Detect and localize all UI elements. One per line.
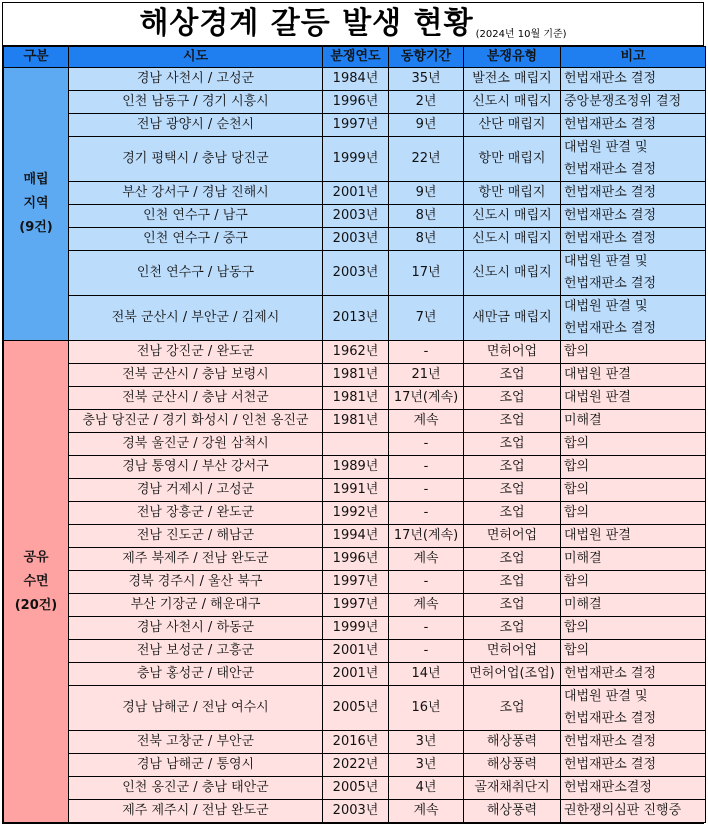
- note-line: 미해결: [564, 413, 602, 428]
- type-cell: 조업: [464, 433, 561, 456]
- table-row: [4, 525, 706, 548]
- year-cell: 2022년: [323, 754, 389, 777]
- table-row: [4, 502, 706, 525]
- type-cell: 조업: [464, 456, 561, 479]
- category-label-line: 지역: [23, 196, 49, 211]
- year-cell: 1997년: [323, 594, 389, 617]
- note-line: 합의: [564, 643, 590, 658]
- table-row: [4, 479, 706, 502]
- note-cell: [561, 525, 706, 548]
- note-line: 대법원 판결: [564, 528, 631, 543]
- period-cell: 9년: [389, 114, 464, 137]
- year-cell: 2013년: [323, 296, 389, 341]
- column-header-note: 비고: [561, 47, 706, 68]
- year-cell: 1984년: [323, 68, 389, 91]
- type-cell: 조업: [464, 548, 561, 571]
- year-cell: 2003년: [323, 251, 389, 296]
- year-cell: 1997년: [323, 114, 389, 137]
- year-cell: 2001년: [323, 182, 389, 205]
- type-cell: 면허어업(조업): [464, 663, 561, 686]
- period-cell: -: [389, 456, 464, 479]
- region-cell: 전남 광양시 / 순천시: [69, 114, 323, 137]
- note-cell: [561, 114, 706, 137]
- year-cell: 1989년: [323, 456, 389, 479]
- type-cell: 항만 매립지: [464, 182, 561, 205]
- note-cell: [561, 663, 706, 686]
- note-cell: [561, 800, 706, 823]
- note-cell: [561, 205, 706, 228]
- note-line: 합의: [564, 436, 590, 451]
- year-cell: 1992년: [323, 502, 389, 525]
- region-cell: 전북 군산시 / 충남 서천군: [69, 387, 323, 410]
- region-cell: 인천 연수구 / 남구: [69, 205, 323, 228]
- conflict-table: [3, 46, 706, 823]
- category-label-line: (20건): [14, 597, 58, 613]
- year-cell: 2003년: [323, 205, 389, 228]
- type-cell: 해상풍력: [464, 731, 561, 754]
- note-line: 헌법재판소 결정: [564, 71, 657, 86]
- table-row: [4, 114, 706, 137]
- note-line: 대법원 판결 및: [564, 299, 648, 314]
- type-cell: 조업: [464, 594, 561, 617]
- table-row: [4, 228, 706, 251]
- table-row: [4, 548, 706, 571]
- type-cell: 신도시 매립지: [464, 228, 561, 251]
- table-row: [4, 456, 706, 479]
- note-line: 헌법재판소 결정: [564, 276, 657, 291]
- note-cell: [561, 91, 706, 114]
- type-cell: 조업: [464, 410, 561, 433]
- category-label-line: (9건): [19, 220, 53, 235]
- note-line: 대법원 판결: [564, 390, 631, 405]
- page-title: 해상경계 갈등 발생 현황: [139, 6, 474, 41]
- table-row: [4, 731, 706, 754]
- period-cell: -: [389, 640, 464, 663]
- region-cell: 경남 거제시 / 고성군: [69, 479, 323, 502]
- note-line: 헌법재판소결정: [564, 780, 652, 795]
- type-cell: 조업: [464, 364, 561, 387]
- type-cell: 항만 매립지: [464, 137, 561, 182]
- type-cell: 조업: [464, 571, 561, 594]
- table-row: [4, 433, 706, 456]
- note-line: 합의: [564, 505, 590, 520]
- period-cell: 14년: [389, 663, 464, 686]
- note-cell: [561, 571, 706, 594]
- period-cell: -: [389, 571, 464, 594]
- type-cell: 해상풍력: [464, 754, 561, 777]
- table-row: [4, 182, 706, 205]
- period-cell: 17년(계속): [389, 387, 464, 410]
- type-cell: 발전소 매립지: [464, 68, 561, 91]
- note-line: 합의: [564, 482, 590, 497]
- table-row: [4, 800, 706, 823]
- table-row: [4, 68, 706, 91]
- note-cell: [561, 594, 706, 617]
- category-cell-shared: [4, 341, 69, 823]
- header-row: [4, 47, 706, 68]
- period-cell: 22년: [389, 137, 464, 182]
- year-cell: 1994년: [323, 525, 389, 548]
- year-cell: 1999년: [323, 137, 389, 182]
- region-cell: 경남 사천시 / 고성군: [69, 68, 323, 91]
- note-cell: [561, 296, 706, 341]
- year-cell: 1997년: [323, 571, 389, 594]
- year-cell: 1962년: [323, 341, 389, 364]
- period-cell: 3년: [389, 731, 464, 754]
- period-cell: 17년(계속): [389, 525, 464, 548]
- note-line: 헌법재판소 결정: [564, 231, 657, 246]
- type-cell: 조업: [464, 686, 561, 731]
- note-cell: [561, 433, 706, 456]
- table-row: [4, 91, 706, 114]
- type-cell: 면허어업: [464, 640, 561, 663]
- note-cell: [561, 68, 706, 91]
- note-cell: [561, 548, 706, 571]
- table-row: [4, 137, 706, 182]
- region-cell: 충남 당진군 / 경기 화성시 / 인천 옹진군: [69, 410, 323, 433]
- table-row: [4, 205, 706, 228]
- year-cell: 1981년: [323, 364, 389, 387]
- note-line: 헌법재판소 결정: [564, 757, 657, 772]
- year-cell: 2005년: [323, 686, 389, 731]
- region-cell: 전북 군산시 / 부안군 / 김제시: [69, 296, 323, 341]
- note-line: 합의: [564, 574, 590, 589]
- note-cell: [561, 228, 706, 251]
- region-cell: 경북 울진군 / 강원 삼척시: [69, 433, 323, 456]
- note-cell: [561, 251, 706, 296]
- period-cell: 17년: [389, 251, 464, 296]
- type-cell: 신도시 매립지: [464, 251, 561, 296]
- type-cell: 면허어업: [464, 341, 561, 364]
- note-line: 합의: [564, 620, 590, 635]
- region-cell: 부산 강서구 / 경남 진해시: [69, 182, 323, 205]
- year-cell: 2003년: [323, 228, 389, 251]
- category-label-line: 수면: [23, 573, 49, 589]
- table-row: [4, 777, 706, 800]
- period-cell: -: [389, 433, 464, 456]
- note-cell: [561, 617, 706, 640]
- year-cell: 2016년: [323, 731, 389, 754]
- note-line: 헌법재판소 결정: [564, 208, 657, 223]
- type-cell: 새만금 매립지: [464, 296, 561, 341]
- region-cell: 전남 장흥군 / 완도군: [69, 502, 323, 525]
- category-label-line: 매립: [23, 172, 49, 187]
- period-cell: 계속: [389, 410, 464, 433]
- note-line: 합의: [564, 344, 590, 359]
- note-line: 헌법재판소 결정: [564, 185, 657, 200]
- table-row: [4, 296, 706, 341]
- title-row: [3, 3, 703, 46]
- note-cell: [561, 777, 706, 800]
- region-cell: 인천 연수구 / 중구: [69, 228, 323, 251]
- table-row: [4, 640, 706, 663]
- type-cell: 신도시 매립지: [464, 205, 561, 228]
- note-line: 대법원 판결 및: [564, 689, 648, 704]
- note-cell: [561, 686, 706, 731]
- year-cell: 2003년: [323, 800, 389, 823]
- type-cell: 산단 매립지: [464, 114, 561, 137]
- type-cell: 조업: [464, 479, 561, 502]
- note-cell: [561, 137, 706, 182]
- region-cell: 제주 제주시 / 전남 완도군: [69, 800, 323, 823]
- table-row: [4, 663, 706, 686]
- note-line: 중앙분쟁조정위 결정: [564, 94, 682, 109]
- region-cell: 전북 고창군 / 부안군: [69, 731, 323, 754]
- note-line: 헌법재판소 결정: [564, 117, 657, 132]
- year-cell: [323, 433, 389, 456]
- note-line: 헌법재판소 결정: [564, 734, 657, 749]
- region-cell: 경남 통영시 / 부산 강서구: [69, 456, 323, 479]
- type-cell: 조업: [464, 387, 561, 410]
- note-line: 권한쟁의심판 진행중: [564, 803, 682, 818]
- type-cell: 골재채취단지: [464, 777, 561, 800]
- region-cell: 인천 옹진군 / 충남 태안군: [69, 777, 323, 800]
- note-line: 헌법재판소 결정: [564, 711, 657, 726]
- region-cell: 경북 경주시 / 울산 북구: [69, 571, 323, 594]
- conflict-status-sheet: [2, 2, 704, 824]
- type-cell: 신도시 매립지: [464, 91, 561, 114]
- period-cell: 계속: [389, 548, 464, 571]
- column-header-category: 구분: [4, 47, 69, 68]
- note-cell: [561, 341, 706, 364]
- table-row: [4, 251, 706, 296]
- period-cell: 16년: [389, 686, 464, 731]
- category-label-line: 공유: [23, 549, 49, 565]
- year-cell: 2001년: [323, 663, 389, 686]
- type-cell: 면허어업: [464, 525, 561, 548]
- note-cell: [561, 640, 706, 663]
- note-cell: [561, 364, 706, 387]
- period-cell: -: [389, 617, 464, 640]
- year-cell: 1981년: [323, 410, 389, 433]
- period-cell: 35년: [389, 68, 464, 91]
- period-cell: 4년: [389, 777, 464, 800]
- note-cell: [561, 387, 706, 410]
- region-cell: 전남 진도군 / 해남군: [69, 525, 323, 548]
- period-cell: 21년: [389, 364, 464, 387]
- region-cell: 경남 사천시 / 하동군: [69, 617, 323, 640]
- period-cell: 9년: [389, 182, 464, 205]
- note-cell: [561, 182, 706, 205]
- table-row: [4, 387, 706, 410]
- table-row: [4, 571, 706, 594]
- page-subtitle: (2024년 10월 기준): [475, 29, 567, 40]
- period-cell: 계속: [389, 800, 464, 823]
- note-line: 합의: [564, 459, 590, 474]
- note-line: 헌법재판소 결정: [564, 162, 657, 177]
- period-cell: 계속: [389, 594, 464, 617]
- table-row: [4, 686, 706, 731]
- note-cell: [561, 456, 706, 479]
- note-line: 대법원 판결: [564, 367, 631, 382]
- year-cell: 1981년: [323, 387, 389, 410]
- note-cell: [561, 754, 706, 777]
- year-cell: 1996년: [323, 91, 389, 114]
- year-cell: 2005년: [323, 777, 389, 800]
- region-cell: 충남 홍성군 / 태안군: [69, 663, 323, 686]
- region-cell: 경남 남해군 / 통영시: [69, 754, 323, 777]
- note-line: 헌법재판소 결정: [564, 666, 657, 681]
- column-header-region: 시도: [69, 47, 323, 68]
- region-cell: 인천 연수구 / 남동구: [69, 251, 323, 296]
- table-row: [4, 410, 706, 433]
- period-cell: -: [389, 479, 464, 502]
- period-cell: 8년: [389, 228, 464, 251]
- period-cell: 2년: [389, 91, 464, 114]
- period-cell: 8년: [389, 205, 464, 228]
- table-row: [4, 341, 706, 364]
- region-cell: 전북 군산시 / 충남 보령시: [69, 364, 323, 387]
- table-row: [4, 617, 706, 640]
- type-cell: 조업: [464, 617, 561, 640]
- region-cell: 전남 보성군 / 고흥군: [69, 640, 323, 663]
- region-cell: 인천 남동구 / 경기 시흥시: [69, 91, 323, 114]
- table-row: [4, 594, 706, 617]
- column-header-year: 분쟁연도: [323, 47, 389, 68]
- note-line: 대법원 판결 및: [564, 254, 648, 269]
- year-cell: 1996년: [323, 548, 389, 571]
- period-cell: -: [389, 502, 464, 525]
- table-body: [4, 68, 706, 823]
- category-cell-reclaim: [4, 68, 69, 341]
- region-cell: 부산 기장군 / 해운대구: [69, 594, 323, 617]
- column-header-type: 분쟁유형: [464, 47, 561, 68]
- type-cell: 조업: [464, 502, 561, 525]
- year-cell: 1999년: [323, 617, 389, 640]
- column-header-period: 동향기간: [389, 47, 464, 68]
- type-cell: 해상풍력: [464, 800, 561, 823]
- table-row: [4, 364, 706, 387]
- note-cell: [561, 502, 706, 525]
- note-cell: [561, 731, 706, 754]
- period-cell: -: [389, 341, 464, 364]
- note-cell: [561, 479, 706, 502]
- year-cell: 2001년: [323, 640, 389, 663]
- region-cell: 전남 강진군 / 완도군: [69, 341, 323, 364]
- note-line: 대법원 판결 및: [564, 140, 648, 155]
- region-cell: 경남 남해군 / 전남 여수시: [69, 686, 323, 731]
- note-line: 미해결: [564, 551, 602, 566]
- note-line: 헌법재판소 결정: [564, 321, 657, 336]
- table-row: [4, 754, 706, 777]
- region-cell: 경기 평택시 / 충남 당진군: [69, 137, 323, 182]
- region-cell: 제주 북제주 / 전남 완도군: [69, 548, 323, 571]
- note-cell: [561, 410, 706, 433]
- note-line: 미해결: [564, 597, 602, 612]
- period-cell: 3년: [389, 754, 464, 777]
- year-cell: 1991년: [323, 479, 389, 502]
- period-cell: 7년: [389, 296, 464, 341]
